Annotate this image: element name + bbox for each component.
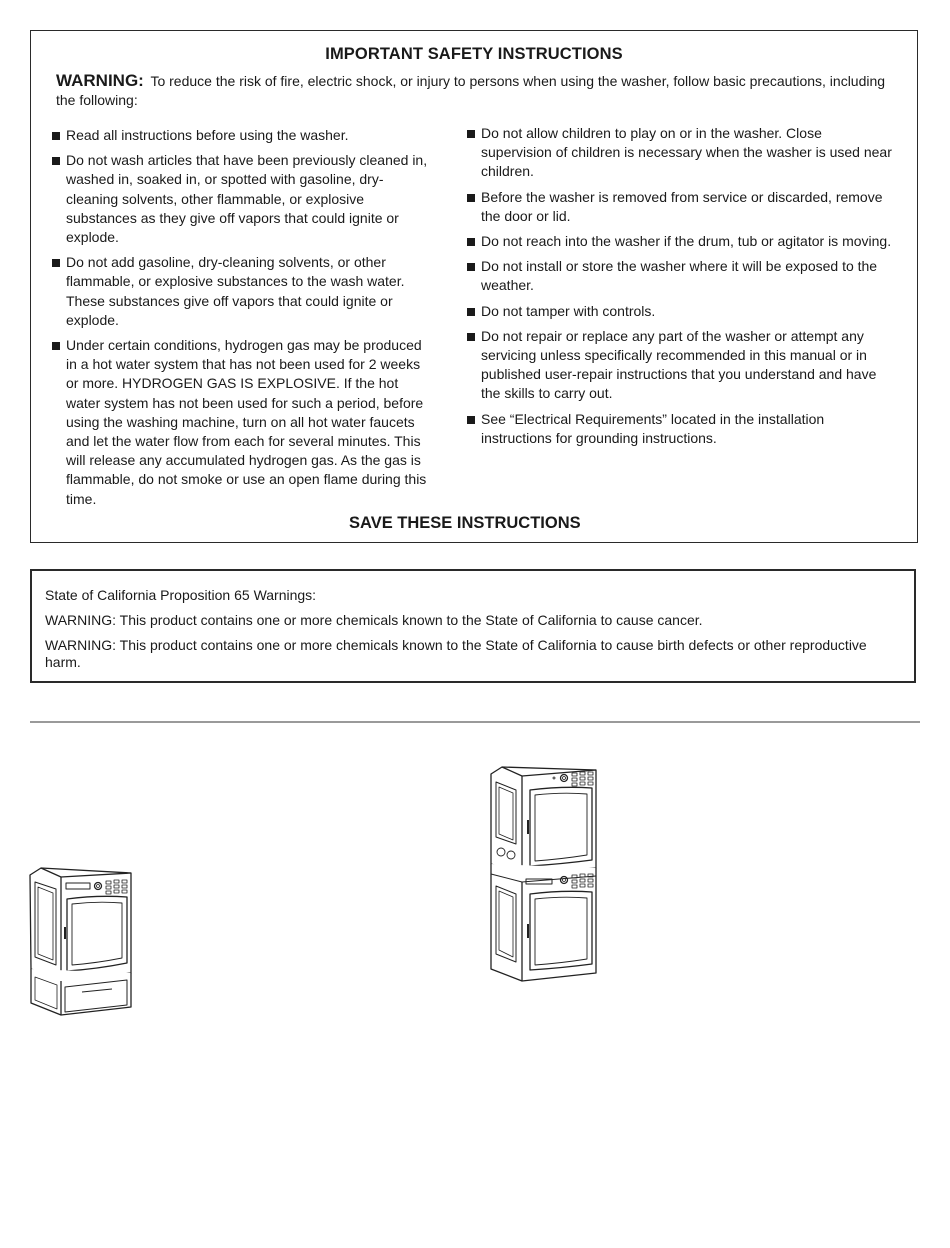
- right-instruction-list: [466, 124, 896, 454]
- washer-on-pedestal-illustration: [27, 865, 135, 1017]
- warning-text: To reduce the risk of fire, electric shock, or injury to persons when using the washer, follow basic precautions, including the following:: [56, 73, 886, 108]
- square-bullet-icon: [467, 238, 475, 246]
- square-bullet-icon: [52, 132, 60, 140]
- list-item-text: Before the washer is removed from service or discarded, remove the door or lid.: [481, 188, 883, 224]
- list-item: [466, 232, 896, 251]
- list-item-text: Do not tamper with controls.: [481, 302, 656, 319]
- prop65-birth-defects-warning: WARNING: This product contains one or more chemicals known to the State of California to cause birth defects or other reproductive harm.: [45, 637, 867, 670]
- safety-title: IMPORTANT SAFETY INSTRUCTIONS: [325, 45, 623, 63]
- prop65-warning-box: [30, 569, 916, 683]
- list-item: [466, 188, 896, 226]
- list-item: [466, 124, 896, 182]
- list-item-text: Do not repair or replace any part of the washer or attempt any servicing unless specifically recommended in this manual or in published user-repair instructions that you understand and have the skills to carry out.: [481, 327, 877, 402]
- square-bullet-icon: [52, 157, 60, 165]
- list-item-text: See “Electrical Requirements” located in the installation instructions for grounding instructions.: [481, 410, 825, 446]
- square-bullet-icon: [52, 342, 60, 350]
- list-item-text: Do not install or store the washer where it will be exposed to the weather.: [481, 258, 878, 294]
- warning-intro: [56, 71, 896, 110]
- list-item-text: Do not add gasoline, dry-cleaning solvents, or other flammable, or explosive substances to the wash water. These substances give off vapors that could ignite or explode.: [66, 254, 405, 328]
- list-item-text: Do not allow children to play on or in the washer. Close supervision of children is necessary when the washer is used near children.: [481, 125, 892, 180]
- list-item: [51, 126, 433, 145]
- section-divider: [30, 721, 920, 723]
- square-bullet-icon: [52, 259, 60, 267]
- list-item: [466, 302, 896, 321]
- list-item: [466, 327, 896, 404]
- warning-label: WARNING:: [56, 71, 144, 90]
- list-item-text: Under certain conditions, hydrogen gas may be produced in a hot water system that has not been used for 2 weeks or more. HYDROGEN GAS IS EXPLOSIVE. If the hot water system has not been used for such a period, before using the washing machine, turn on all hot water faucets and let the water flow from each for several minutes. This will release any accumulated hydrogen gas. As the gas is flammable, do not smoke or use an open flame during this time.: [66, 337, 427, 507]
- square-bullet-icon: [467, 194, 475, 202]
- list-item: [51, 253, 433, 330]
- square-bullet-icon: [467, 333, 475, 341]
- list-item: [466, 257, 896, 295]
- prop65-cancer-warning: WARNING: This product contains one or more chemicals known to the State of California to cause cancer.: [45, 612, 703, 628]
- safety-instructions-box: [30, 30, 918, 543]
- list-item-text: Do not wash articles that have been previously cleaned in, washed in, soaked in, or spotted with gasoline, dry-cleaning solvents, other flammable, or explosive substances as they give off vapors that could ignite or explode.: [66, 152, 428, 246]
- list-item: [51, 336, 433, 509]
- square-bullet-icon: [467, 416, 475, 424]
- list-item-text: Read all instructions before using the washer.: [66, 127, 349, 143]
- list-item: [51, 151, 433, 247]
- square-bullet-icon: [467, 130, 475, 138]
- square-bullet-icon: [467, 308, 475, 316]
- list-item-text: Do not reach into the washer if the drum, tub or agitator is moving.: [481, 233, 892, 250]
- prop65-heading: State of California Proposition 65 Warnings:: [45, 587, 317, 603]
- stacked-washer-dryer-illustration: [488, 764, 600, 984]
- save-instructions-title: SAVE THESE INSTRUCTIONS: [349, 514, 581, 532]
- left-instruction-list: [51, 126, 433, 515]
- list-item: [466, 410, 896, 448]
- square-bullet-icon: [467, 263, 475, 271]
